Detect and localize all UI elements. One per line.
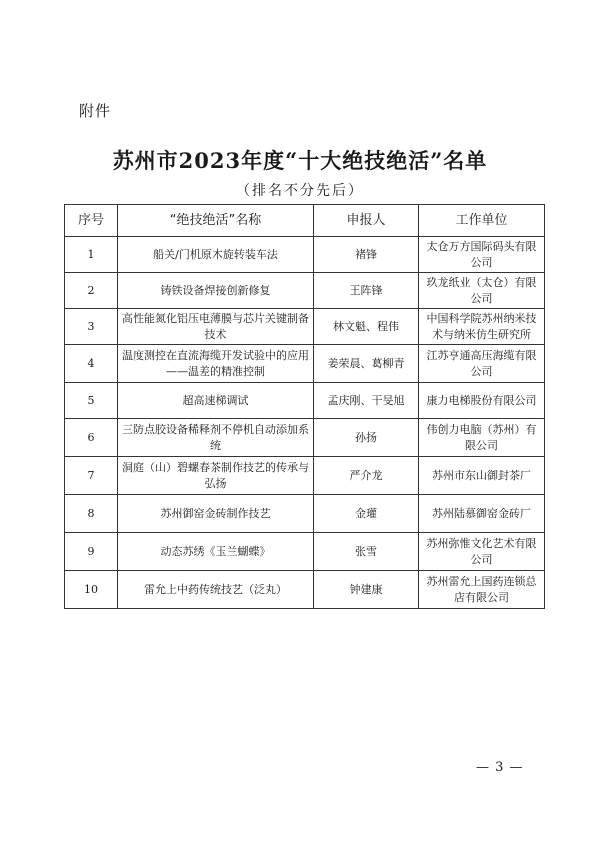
row-number: 9 [65, 533, 118, 571]
row-applicant: 张雪 [314, 533, 419, 571]
row-applicant: 褚锋 [314, 237, 419, 273]
row-work-unit: 伟创力电脑（苏州）有限公司 [419, 419, 545, 457]
row-applicant: 孙扬 [314, 419, 419, 457]
table-header-row [65, 205, 545, 237]
row-number: 5 [65, 383, 118, 419]
row-work-unit: 康力电梯股份有限公司 [419, 383, 545, 419]
row-work-unit: 太仓万方国际码头有限公司 [419, 237, 545, 273]
row-skill-name: 三防点胶设备稀释剂不停机自动添加系统 [118, 419, 314, 457]
honors-table [64, 204, 545, 609]
row-applicant: 孟庆刚、干旻旭 [314, 383, 419, 419]
table-row [65, 495, 545, 533]
row-number: 1 [65, 237, 118, 273]
row-applicant: 钟建康 [314, 571, 419, 609]
row-applicant: 金瓘 [314, 495, 419, 533]
row-skill-name: 动态苏绣《玉兰蝴蝶》 [118, 533, 314, 571]
table-row [65, 533, 545, 571]
header-applicant: 申报人 [314, 205, 419, 237]
row-number: 4 [65, 345, 118, 383]
row-applicant: 姜荣晨、葛柳青 [314, 345, 419, 383]
row-skill-name: 苏州御窑金砖制作技艺 [118, 495, 314, 533]
header-skill-name: “绝技绝活”名称 [118, 205, 314, 237]
attachment-label: 附件 [79, 102, 112, 120]
row-work-unit: 苏州陆慕御窑金砖厂 [419, 495, 545, 533]
row-work-unit: 江苏亨通高压海缆有限公司 [419, 345, 545, 383]
document-title: 苏州市2023年度“十大绝技绝活”名单 [112, 148, 488, 173]
row-applicant: 严介龙 [314, 457, 419, 495]
table-row [65, 457, 545, 495]
table-row [65, 273, 545, 309]
table-row [65, 383, 545, 419]
row-work-unit: 苏州弥惟文化艺术有限公司 [419, 533, 545, 571]
table-row [65, 571, 545, 609]
row-work-unit: 玖龙纸业（太仓）有限公司 [419, 273, 545, 309]
document-subtitle: （排名不分先后） [236, 183, 364, 199]
page-number: — 3 — [476, 760, 524, 775]
table-row [65, 309, 545, 345]
row-number: 2 [65, 273, 118, 309]
table-row [65, 419, 545, 457]
row-work-unit: 中国科学院苏州纳米技术与纳米仿生研究所 [419, 309, 545, 345]
row-skill-name: 雷允上中药传统技艺（泛丸） [118, 571, 314, 609]
row-skill-name: 超高速梯调试 [118, 383, 314, 419]
table-row [65, 345, 545, 383]
row-number: 3 [65, 309, 118, 345]
row-applicant: 林文魁、程伟 [314, 309, 419, 345]
row-skill-name: 铸铁设备焊接创新修复 [118, 273, 314, 309]
row-work-unit: 苏州市东山御封茶厂 [419, 457, 545, 495]
header-number: 序号 [65, 205, 118, 237]
row-number: 7 [65, 457, 118, 495]
row-number: 6 [65, 419, 118, 457]
table-row [65, 237, 545, 273]
row-number: 10 [65, 571, 118, 609]
row-number: 8 [65, 495, 118, 533]
row-skill-name: 洞庭（山）碧螺春茶制作技艺的传承与弘扬 [118, 457, 314, 495]
row-work-unit: 苏州雷允上国药连锁总店有限公司 [419, 571, 545, 609]
row-skill-name: 船关/门机原木旋转装车法 [118, 237, 314, 273]
row-applicant: 王阵锋 [314, 273, 419, 309]
row-skill-name: 温度测控在直流海缆开发试验中的应用——温差的精准控制 [118, 345, 314, 383]
header-work-unit: 工作单位 [419, 205, 545, 237]
row-skill-name: 高性能氮化铝压电薄膜与芯片关键制备技术 [118, 309, 314, 345]
